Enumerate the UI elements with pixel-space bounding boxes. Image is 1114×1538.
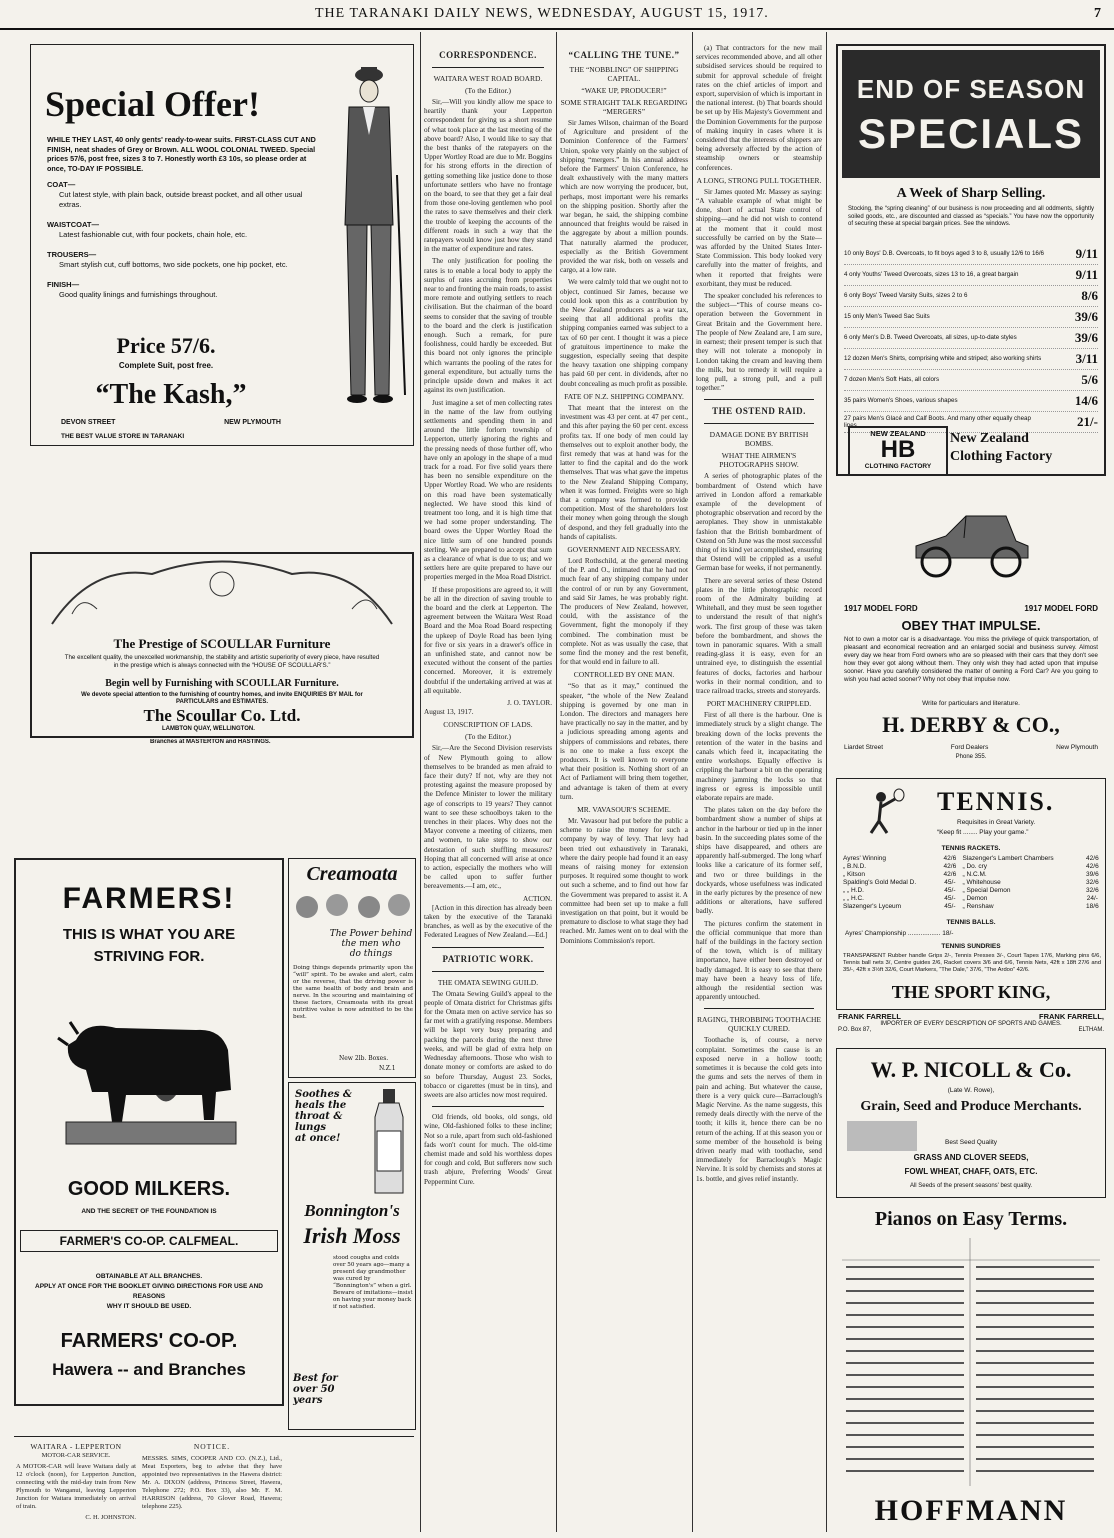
kash-street: DEVON STREET — [61, 419, 116, 426]
correspondence-to-editor: (To the Editor.) — [465, 732, 511, 742]
tennis-racket-cell: 32/6 — [1086, 887, 1099, 894]
specials-week: A Week of Sharp Selling. — [896, 186, 1046, 201]
kash-item-label: COAT— — [47, 180, 76, 189]
nicoll-tagline: Grain, Seed and Produce Merchants. — [860, 1099, 1082, 1114]
creamoata-size: New 2lb. Boxes. — [339, 1055, 389, 1062]
farmers-sub1: THIS IS WHAT YOU ARE — [62, 926, 236, 943]
tennis-racket-row — [841, 871, 1103, 879]
tennis-rackets-grid — [841, 855, 1103, 911]
kash-item-text: Latest fashionable cut, with four pockets, chain hole, etc. — [59, 230, 248, 239]
column-rule — [692, 32, 693, 1532]
cow-illustration — [56, 1000, 246, 1150]
tennis-racket-cell: „ „ H.D. — [843, 887, 864, 894]
tennis-racket-cell: „ Special Demon — [962, 887, 1011, 894]
kash-town: NEW PLYMOUTH — [224, 419, 281, 426]
masthead — [0, 0, 1114, 30]
creamoata-tag-line: the men who — [341, 939, 401, 949]
sport-king-town: ELTHAM. — [1078, 1027, 1104, 1033]
column-rule — [826, 32, 827, 1532]
nicoll-fowl: FOWL WHEAT, CHAFF, OATS, ETC. — [904, 1167, 1038, 1176]
specials-item — [844, 349, 1098, 370]
specials-list — [844, 244, 1098, 433]
specials-item — [844, 370, 1098, 391]
ostend-subheading: WHAT THE AIRMEN'S PHOTOGRAPHS SHOW. — [719, 451, 799, 470]
pianos-price-table — [842, 1238, 1100, 1486]
ostend-paragraph: There are several series of these Ostend plates in the little photographic record room of the Admiralty building at Whitehall, and they must be seen together to understand the result of that night's work. The first group of these was taken before the bombardment, and shows the town in panoramic squares. With a small reading-glass it is easy, even for an untrained eye, to distinguish the essential features of docks, factories and harbour works in their normal condition, and to trace railroad tracks, streets and storeyards. — [696, 576, 822, 695]
ford-dealer-name: H. DERBY & CO., — [882, 712, 1060, 737]
nicoll-note: All Seeds of the present seasons' best quality. — [909, 1183, 1033, 1189]
faces-illustration — [293, 887, 413, 927]
specials-item-desc: 6 only Men's D.B. Tweed Overcoats, all sizes, up-to-date styles — [844, 334, 1017, 342]
creamoata-tag-line: The Power behind — [329, 929, 413, 939]
tennis-balls-heading: TENNIS BALLS. — [946, 919, 996, 926]
kash-item-label: FINISH— — [47, 280, 80, 289]
farmers-obtain-line: APPLY AT ONCE FOR THE BOOKLET GIVING DIRECTIONS FOR USE AND REASONS — [35, 1283, 263, 1300]
tennis-racket-cell: „ Kitson — [843, 871, 866, 878]
specials-item — [844, 307, 1098, 328]
waitara-body: A MOTOR-CAR will leave Waitara daily at 12 o'clock (noon), for Lepperton Junction, connecting with the mid-day train from New Plymouth to Wanganui, leaving Lepperton Junction for Waitara immediately on arrival of train. — [16, 1463, 136, 1511]
scoullar-name: The Scoullar Co. Ltd. — [143, 706, 301, 725]
calling-paragraph: That meant that the interest on the investment was 43 per cent. at 47 per cent., and this after paying the 60 per cent. excess profits tax. If one body of men could lay themselves out to exploit another body, the first remedy that was at hand was for the latter to find the capital and do the work themselves. That was what gave the impetus to the New Zealand Shipping Company, when it was formed. Freights were so high that a company was formed to provide competition. Most of the shareholders lost their money when going through the slough of despond, and they fell gradually into the hands of capitalists. — [560, 403, 688, 541]
farmers-name: FARMERS' CO-OP. — [60, 1330, 238, 1352]
calling-tune-column — [560, 44, 688, 1534]
nicoll-grass: GRASS AND CLOVER SEEDS, — [913, 1153, 1029, 1162]
tennis-headline: TENNIS. — [937, 787, 1055, 816]
calling-subheading: “WAKE UP, PRODUCER!” — [581, 86, 667, 95]
correspondence-paragraph: The only justification for pooling the rates is to enable a local body to apply the surplus of rates accruing from properties near to and fronting the main roads, to assist more remote and outlying settlers to reach civilisation. But the chairman of the board seems to consider that the saving of trouble to the board and the clerk is justification enough. Such a remark, for pure foolishness, could hardly be exceeded. But this board not only ignores the principle which warrants the pooling of the rates for general expenditure, but actually turns the principle upside down and makes it act against its own justification. — [424, 257, 552, 395]
specials-item-desc: 10 only Boys' D.B. Overcoats, to fit boys aged 3 to 8, usually 12/6 to 16/6 — [844, 250, 1044, 258]
ostend-paragraph: The pictures confirm the statement in the official communique that more than half of the buildings in the factory section of the town, which is of military importance, have either been destroyed or badly damaged. It is easy to see that there may have been a heavy loss of life, although the residential section was apparently untouched. — [696, 919, 822, 1002]
specials-item-price: 39/6 — [1074, 309, 1098, 324]
scoullar-headline: The Prestige of SCOULLAR Furniture — [113, 636, 331, 651]
ford-body: Not to own a motor car is a disadvantage. You miss the privilege of quick transportation, of pleasant and economical recreation and an enlarged social and business survey. Almost every day we hear from Ford owners who are so pleased with their cars that they don't see how they ever got along without them. They only wish they had acted upon that impulse sooner. Have you carefully considered the matter of owning a Ford Car? Are you going to wish you had acted sooner? Why not obey that impulse now. — [844, 636, 1098, 683]
tennis-racket-cell: 42/6 — [943, 855, 957, 862]
farmers-secret: AND THE SECRET OF THE FOUNDATION IS — [81, 1208, 217, 1215]
creamoata-brand: Creamoata — [306, 863, 398, 885]
bonnington-brand2: Irish Moss — [303, 1223, 401, 1248]
specials-item-price: 3/11 — [1075, 351, 1098, 366]
kash-price-note: Complete Suit, post free. — [118, 361, 214, 370]
calling-subheading: CONTROLLED BY ONE MAN. — [573, 670, 675, 680]
correspondence-subheading: WAITARA WEST ROAD BOARD. — [433, 74, 543, 83]
specials-company-line: Clothing Factory — [950, 449, 1053, 464]
masthead-title: THE TARANAKI DAILY NEWS, WEDNESDAY, AUGUST 15, 1917. — [315, 6, 769, 21]
farmers-product: FARMER'S CO-OP. CALFMEAL. — [20, 1230, 278, 1252]
sport-king-left: FRANK FARRELL — [838, 1012, 901, 1021]
tennis-racket-row — [841, 855, 1103, 863]
correspondence-column — [424, 44, 552, 1534]
ostend-paragraph: First of all there is the harbour. One is immediately struck by a slight change. The breaking down of the locks prevents the retention of the water in the basins and canals which feed it, incapacitating the entire workshops. Equally effective is crippling the harbour a bit on the operating machinery jamming the locks so that ingress or egress is impossible until elaborate repairs are made. — [696, 711, 822, 803]
tennis-rackets-table — [841, 855, 1103, 911]
tennis-balls: Ayres' Championship .................. 18/- — [845, 930, 954, 937]
hb-logo-top: NEW ZEALAND — [870, 429, 926, 438]
ford-dealers: Ford Dealers — [950, 744, 989, 751]
scoullar-note: We devote special attention to the furnishing of country homes, and invite ENQUIRIES BY MAIL for PARTICULARS and ESTIMATES. — [81, 692, 363, 705]
kash-item-label: TROUSERS— — [47, 250, 97, 259]
tennis-keep-fit: “Keep fit ........ Play your game.” — [937, 829, 1029, 836]
kash-tagline: THE BEST VALUE STORE IN TARANAKI — [61, 433, 185, 440]
specials-item-price: 14/6 — [1074, 393, 1098, 408]
page-number: 7 — [1094, 6, 1102, 21]
sport-king-po: P.O. Box 87, — [838, 1027, 872, 1033]
nicoll-late: (Late W. Rowe), — [947, 1087, 995, 1094]
ostend-paragraph: Sir James quoted Mr. Massey as saying: “A valuable example of what might be done, short of actual State control of shipping—and he did not wish to contend at the moment that it could most successfully be carried on by the State—was afforded by the United States Inter-State Commission. This body looked very carefully into the matter of freights, and when it reported that freights were exorbitant, they must be reduced. — [696, 187, 822, 288]
tennis-racket-cell: „ Renshaw — [962, 903, 994, 910]
calling-subheading: SOME STRAIGHT TALK REGARDING “MERGERS” — [560, 98, 688, 116]
specials-item-price: 8/6 — [1081, 288, 1098, 303]
creamoata-advert — [288, 858, 416, 1078]
calling-subheading: FATE OF N.Z. SHIPPING COMPANY. — [564, 391, 684, 401]
tennis-racket-cell: 32/6 — [1086, 879, 1099, 886]
tennis-racket-row — [841, 863, 1103, 871]
correspondence-signature: ACTION. — [523, 894, 552, 903]
waitara-sign: C. H. JOHNSTON. — [85, 1514, 136, 1522]
seed-illustration — [847, 1121, 917, 1151]
ostend-subheading: DAMAGE DONE BY BRITISH BOMBS. — [709, 430, 809, 449]
bonnington-tag-line: at once! — [295, 1133, 341, 1144]
hb-logo-bottom: CLOTHING FACTORY — [864, 463, 932, 470]
tennis-racket-cell: 42/6 — [943, 871, 957, 878]
calling-heading: “CALLING THE TUNE.” — [568, 50, 680, 60]
correspondence-date: August 13, 1917. — [424, 708, 474, 717]
tennis-racket-cell: 42/6 — [1086, 855, 1099, 862]
ford-headline: OBEY THAT IMPULSE. — [901, 618, 1041, 633]
waitara-sub: MOTOR-CAR SERVICE. — [41, 1452, 111, 1460]
kash-items — [47, 180, 317, 300]
correspondence-heading: CORRESPONDENCE. — [439, 50, 537, 60]
specials-item-price: 9/11 — [1075, 246, 1098, 261]
bonnington-body: stood coughs and colds over 50 years ago—many a present day grandmother was cured by “Bonnington's” when a girl. Beware of imitations—insist on having your money back if not satisfied. — [333, 1255, 413, 1310]
kash-price: Price 57/6. — [116, 333, 216, 358]
calling-subheading: MR. VAVASOUR'S SCHEME. — [577, 805, 671, 815]
nicoll-advert — [836, 1048, 1106, 1198]
hb-logo-mid: HB — [880, 436, 916, 463]
ford-town: New Plymouth — [1056, 744, 1098, 751]
ford-street: Liardet Street — [844, 744, 884, 751]
bonnington-advert — [288, 1082, 416, 1430]
nicoll-best: Best Seed Quality — [944, 1139, 998, 1146]
tennis-racket-cell: 45/- — [944, 903, 956, 910]
specials-item-desc: 27 pairs Men's Glacé and Calf Boots. And many other equally cheap lines. — [844, 414, 1031, 429]
ford-right-label: 1917 MODEL FORD — [1024, 604, 1098, 613]
ford-phone: Phone 355. — [955, 754, 987, 760]
calling-paragraph: We were calmly told that we ought not to object, continued Sir James, because we could look upon this as a contribution by the New Zealand producers as a war tax, seeing that all additional profits the shipping companies earned was subject to a tax of 60 per cent. I thought it was a piece of gratuitous impertinence to make the suggestion, especially seeing that despite the heavy taxation one shipping company has paid 60 per cent. in dividends, after no doubt concealing as much profit as possible. — [560, 278, 688, 388]
hb-logo — [848, 426, 948, 476]
calling-paragraph: “So that as it may,” continued the speaker, “the whole of the New Zealand shipping is governed by one man in London. The directors and managers here have practically no say in the matter, and by a judicious spreading among agents and shippers of commissions and rebates, there is no one to make a fuss except the producers. It is well known to everyone what their position is. Nothing short of an Act of Parliament will bring them together, and advantage is taken of them at every turn. — [560, 682, 688, 801]
tennis-racket-cell: 45/- — [944, 887, 956, 894]
ford-write: Write for particulars and literature. — [922, 700, 1020, 707]
creamoata-tag-line: do things — [349, 949, 393, 959]
specials-item-price: 9/11 — [1075, 267, 1098, 282]
pianos-headline: Pianos on Easy Terms. — [874, 1208, 1068, 1230]
ostend-paragraph: (a) That contractors for the new mail services recommended above, and all other subsidised services should be required to submit for approval schedule of freight rates on the chief articles of import and export, supervision of which is important in the national interest. (b) That boards should be set up by His Majesty's Government and the Dominion Governments for the purpose of making inquiry in cases where it is considered that the interests of shippers are being adversely affected by the action of steamship owners or steamship conferences. — [696, 44, 822, 172]
patriotic-heading: PATRIOTIC WORK. — [442, 953, 534, 964]
tennis-advert — [836, 778, 1106, 1010]
correspondence-paragraph: Sir,—Will you kindly allow me space to heartily thank your Lepperton correspondent for giving us a short resume of what took place at the last meeting of the above board? Also, I would like to say that the best thanks of the ratepayers on the Upper Wortley Road are due to Mr. Boggins for his strong efforts in the direction of getting something like justice done to those unfortunate settlers who have no frontage on the board, to see that they get a fair deal from those one-loving gentlemen who pool the rates to save themselves and their clerk the trouble of keeping the accounts of the different roads in such a way that the ratepayers would know just how they stand in the matter of expenditure and rates. — [424, 98, 552, 254]
omata-subheading: THE OMATA SEWING GUILD. — [437, 977, 539, 987]
correspondence-paragraph: [Action in this direction has already been taken by the executive of the Taranaki branches, as well as by the executive of the Federated Leagues of New Zealand.—Ed.] — [424, 903, 552, 940]
ford-car-illustration — [906, 496, 1036, 586]
tennis-racket-cell: 45/- — [944, 879, 956, 886]
sport-king-footer — [838, 1012, 1104, 1042]
tennis-racket-row — [841, 887, 1103, 895]
specials-h1: END OF SEASON — [856, 74, 1086, 104]
specials-item-price: 39/6 — [1074, 330, 1098, 345]
gentleman-illustration — [327, 55, 413, 435]
tennis-sundries-heading: TENNIS SUNDRIES — [941, 943, 1001, 950]
tennis-racket-cell: 42/6 — [1086, 863, 1099, 870]
tennis-racket-cell: 24/- — [1086, 895, 1098, 902]
ostend-paragraph: A series of photographic plates of the bombardment of Ostend which have arrived in London afford a remarkable example of the development of photographic observation and record by the aeroplanes. They show in unmistakable fashion that the British bombardment of Ostend on 5th June was the most successful thing of its kind yet accomplished, ensuring that Ostend will be crippled as a useful German base for weeks, if not permanently. — [696, 472, 822, 573]
ostend-subheading: RAGING, THROBBING TOOTHACHE QUICKLY CURED. — [697, 1015, 821, 1034]
kash-name: “The Kash,” — [95, 379, 247, 410]
tennis-racket-cell: Slazenger's Lyceum — [843, 903, 902, 910]
specials-item-desc: 12 dozen Men's Shirts, comprising white and striped; also working shirts — [844, 355, 1042, 363]
bonnington-tagline — [295, 1089, 357, 1144]
tennis-racket-cell: „ Do. cry — [962, 863, 988, 870]
specials-intro: Stocking, the “spring cleaning” of our business is now proceeding and all oddments, slightly soiled goods, etc., are discounted and classed as “specials.” You have now the opportunity of securing these at special bargain prices. See the windows. — [848, 206, 1094, 227]
ostend-paragraph: The speaker concluded his references to the subject—“This of course means co-operation between the Government in Great Britain and the Government here. The people of New Zealand are, I am sure, in earnest; their present temper is such that they will not tolerate a monopoly in London taking the cream and leaving them the milk, but to remedy it will require a long pull, a strong pull, and a pull together.” — [696, 292, 822, 393]
calling-paragraph: Sir James Wilson, chairman of the Board of Agriculture and president of the Dominion Conference of the Farmers' Union, spoke very plainly on the subject of shipping “mergers.” In his annual address before the Farmers' Union Conference, he dealt exhaustively with the many matters which are now worrying the producer, but, perhaps, most important were his remarks on the shipping position. Shortly after the war began, he said, the shipping combine announced that freights would be raised in the aggregate by about a million pounds. That naturally alarmed the producer, especially as the British Government provided the war risk, both on vessels and cargo, at a low rate. — [560, 119, 688, 275]
notice-title: NOTICE. — [193, 1442, 231, 1451]
tennis-racket-cell: 18/6 — [1086, 903, 1099, 910]
notice-advert — [142, 1442, 282, 1532]
calling-subheading: GOVERNMENT AID NECESSARY. — [567, 544, 681, 554]
tennis-racket-cell: „ N.C.M. — [962, 871, 987, 878]
specials-h2: SPECIALS — [857, 110, 1085, 157]
correspondence-signature: J. O. TAYLOR. — [507, 699, 552, 707]
ostend-subheading: PORT MACHINERY CRIPPLED. — [706, 699, 812, 709]
specials-item — [844, 328, 1098, 349]
tennis-racket-row — [841, 895, 1103, 903]
ostend-subheading: A LONG, STRONG PULL TOGETHER. — [696, 175, 822, 185]
kash-item-label: WAISTCOAT— — [47, 220, 99, 229]
creamoata-body: Doing things depends primarily upon the “will” spirit. To be awake and alert, calm or the reverse, that the driving power is the same health of body and brain and nerve. In the scouring and maintaining of these factors, Creamoata with its great nutritive value is now admitted to be the best. — [293, 965, 413, 1020]
specials-item — [844, 244, 1098, 265]
sport-king-name: THE SPORT KING, — [891, 982, 1051, 1002]
tennis-racket-cell: „ Demon — [962, 895, 988, 902]
correspondence-paragraph: Just imagine a set of men collecting rates in the name of the law from outlying settlements and spending them in and around the little forlorn township of Lepperton, utterly ignoring the rights and the pressing needs of those further off, who have only an apology in the shape of a mud track for a road. For five solid years there has been no sensible expenditure on the Upper Wortley Road. We who are residents on this road have been systematically neglected. We have stood this kind of treatment too long, and it is high time that we had some proper understanding. The board owes the Upper Wortley Road the nice little sum of one hundred pounds sterling. We are prepared to accept that sum as a clearance of what is due to us; and we settlers here are quite prepared to have our properties merged in the Moa Road District. — [424, 398, 552, 582]
tennis-racket-row — [841, 903, 1103, 911]
tennis-racket-cell: Slazenger's Lambert Chambers — [962, 855, 1054, 862]
kash-headline: Special Offer! — [45, 84, 260, 124]
tennis-requisites: Requisites in Great Variety. — [957, 819, 1036, 826]
sport-king-right: FRANK FARRELL, — [1039, 1012, 1104, 1021]
scoullar-branches: Branches at MASTERTON and HASTINGS. — [150, 739, 271, 745]
correspondence-subheading: CONSCRIPTION OF LADS. — [443, 720, 533, 730]
kash-advert — [30, 44, 414, 446]
classified-rule — [14, 1436, 414, 1437]
farmers-place: Hawera -- and Branches — [52, 1360, 246, 1379]
bonnington-tag-line: heals the — [295, 1100, 347, 1111]
specials-item-price: 21/- — [1077, 414, 1098, 429]
scoullar-address: LAMBTON QUAY, WELLINGTON. — [162, 726, 255, 732]
tennis-racket-cell: Ayres' Winning — [843, 855, 887, 862]
calling-subheading: THE “NOBBLING” OF SHIPPING CAPITAL. — [569, 65, 679, 83]
sport-king-importer: IMPORTER OF EVERY DESCRIPTION OF SPORTS AND GAMES. — [880, 1021, 1062, 1027]
notice-body: MESSRS. SIMS, COOPER AND CO. (N.Z.), Ltd., Meat Exporters, beg to advise that they have appointed two representatives in the Hawera district: Mr. A. DIXON (address, Princess Street, Hawera, Telephone 272; P.O. Box 33), also Mr. F. M. HARRISON (address, 70 Glover Road, Hawera; telephone 225). — [142, 1455, 282, 1511]
scoullar-advert — [30, 552, 414, 738]
farmers-obtain-line: WHY IT SHOULD BE USED. — [106, 1303, 192, 1310]
specials-advert — [836, 44, 1106, 476]
scoullar-cta: Begin well by Furnishing with SCOULLAR Furniture. — [105, 678, 339, 689]
specials-item — [844, 265, 1098, 286]
tennis-racket-row — [841, 879, 1103, 887]
bonnington-best: Best for over 50 years — [293, 1373, 338, 1406]
tennis-racket-cell: 45/- — [944, 895, 956, 902]
specials-item-desc: 6 only Boys' Tweed Varsity Suits, sizes 2 to 6 — [844, 292, 968, 300]
calling-paragraph: Lord Rothschild, at the general meeting of the P. and O., intimated that he had not much fear of any shipping company under the control of or run by any Government, and said Sir James, he was probably right. The producers of New Zealand, however, could, with the assistance of the Government, fight the monopoly if they combined. The combination must be complete. Not as was usually the case, that some find the money and the rest benefit, for that would end in failure to all. — [560, 556, 688, 667]
correspondence-paragraph: The Omata Sewing Guild's appeal to the people of Omata district for Christmas gifts for the Omata men on active service has so far met with a gratifying response. Members will be kept very busy preparing and packing the parcels during the next three weeks, and will be glad of extra help on Wednesday afternoons. Those who wish to donate money or comforts are asked to do so before Thursday, August 23. Socks, tobacco or cigarettes (must be in tins), and sweets are also articles now most required. — [424, 989, 552, 1099]
kash-item-text: Smart stylish cut, cuff bottoms, two side pockets, one hip pocket, etc. — [59, 260, 288, 269]
correspondence-paragraph: If these propositions are agreed to, it will be all in the direction of saving trouble to the board and the clerk at Lepperton. The agreement between the Waitara West Road Board and the Moa Road Board respecting the upkeep of Doyle Road has been lying for five or six years in a drawer's office in an unfinished state, and cannot now be executed without the consent of the parties concerned. Moreover, it is extremely doubtful if the undertaking arrived at was at all equitable. — [424, 585, 552, 695]
waitara-title: WAITARA - LEPPERTON — [30, 1442, 122, 1451]
bottle-illustration — [365, 1087, 413, 1197]
ford-left-label: 1917 MODEL FORD — [844, 604, 918, 613]
tennis-sundries: TRANSPARENT Rubber handle Grips 2/-, Tennis Presses 3/-, Court Tapes 17/6, Marking pins 6/6, Tennis ball nets 3/, Centre guides 2/6, Racket covers 3/6 and 6/6, Tennis Nets, 42ft x 18ft 27/6 and 35/-, 42ft x 3½ft 32/6, Court Markers, “The Dale,” 37/6, “The Ardoo” 42/6. — [843, 953, 1101, 973]
nicoll-name: W. P. NICOLL & Co. — [870, 1057, 1072, 1082]
column-rule — [420, 32, 421, 1532]
specials-banner — [842, 50, 1100, 178]
specials-company-line: New Zealand — [950, 431, 1029, 446]
ostend-heading: THE OSTEND RAID. — [712, 406, 806, 417]
correspondence-to-editor: (To the Editor.) — [465, 86, 511, 95]
specials-item — [844, 391, 1098, 412]
tennis-racket-cell: Spalding's Gold Medal D. — [843, 879, 917, 886]
specials-item-desc: 15 only Men's Tweed Sac Suits — [844, 313, 930, 321]
specials-item-desc: 35 pairs Women's Shoes, various shapes — [844, 397, 958, 405]
specials-item — [844, 286, 1098, 307]
kash-item-text: Good quality linings and furnishings throughout. — [59, 290, 218, 299]
creamoata-ref: N.Z.1 — [379, 1065, 396, 1072]
farmers-advert — [14, 858, 284, 1406]
kash-address — [61, 419, 281, 426]
ostend-paragraph: Toothache is, of course, a nerve complaint. Sometimes the cause is an exposed nerve in a hollow tooth; sometimes it is because the cold gets into the gums and sets the nerves of them in pain and aching. But whatever the cause, there is a very quick cure—Barraclough's Magic Nervine. As the name suggests, this remedy deals directly with the nerve of the tooth; it kills it, hence there can be no return of the aching. If at this season you or some member of the household is being driven nearly mad with toothache, send immediately for Barraclough's Magic Nervine. It is sold by chemists and stores at 1s. bottle, and gives relief instantly. — [696, 1036, 822, 1183]
kash-intro: WHILE THEY LAST, 40 only gents' ready-to-wear suits. FIRST-CLASS CUT AND FINISH, neat shades of Grey or Brown. ALL WOOL COLONIAL TWEED. Special prices 57/6, post free, sizes 3 to 7. Honestly worth £3 10s, so please order at once, TO-DAY IF POSSIBLE. — [47, 135, 316, 173]
ford-advert — [836, 490, 1106, 772]
tennis-rackets-heading: TENNIS RACKETS. — [941, 845, 1001, 852]
correspondence-paragraph: Old friends, old books, old songs, old wine, Old-fashioned folks to these incline; Not so a rule, apart from such old-fashioned fads won't count for much. The old-time chemist made and sold his worthless dopes for cough and cold, But sufferers now such trash abjure, Preferring Woods' Great Peppermint Cure. — [424, 1113, 552, 1186]
farmers-milkers: GOOD MILKERS. — [67, 1178, 231, 1200]
ford-address — [844, 744, 1098, 751]
tennis-player-illustration — [857, 787, 907, 837]
farmers-headline: FARMERS! — [62, 882, 236, 915]
tennis-racket-cell: „ Whitehouse — [962, 879, 1001, 886]
tennis-racket-cell: 39/6 — [1086, 871, 1099, 878]
pianos-advert — [836, 1204, 1106, 1534]
pianos-brand: HOFFMANN — [874, 1494, 1068, 1527]
farmers-obtain — [26, 1272, 272, 1312]
waitara-advert — [16, 1442, 136, 1532]
specials-item-price: 5/6 — [1081, 372, 1098, 387]
column-rule — [556, 32, 557, 1532]
tennis-racket-cell: „ B.N.D. — [843, 863, 867, 870]
ostend-column — [696, 44, 822, 1534]
bonnington-brand1: Bonnington's — [304, 1201, 400, 1220]
specials-item-desc: 4 only Youths' Tweed Overcoats, sizes 13 to 16, a great bargain — [844, 271, 1019, 279]
farmers-obtain-line: OBTAINABLE AT ALL BRANCHES. — [95, 1273, 203, 1280]
scoullar-body: The excellent quality, the unexcelled workmanship, the stability and artistic superiority of every piece, have resulted in the prestige which is always connected with the “HOUSE OF SCOULLAR'S.” — [64, 654, 380, 669]
bonnington-tag-line: throat & lungs — [295, 1111, 343, 1133]
calling-paragraph: Mr. Vavasour had put before the public a scheme to raise the money for such a company by way of levy. That levy had been tried out exhaustively in Taranaki, where the dairy people had found it an easy means of raising money for extension purposes. It required some thought to work out such a scheme, and to find out how far the Government was prepared to assist it. A committee had been set up to make a full investigation on that point, but it would be premature to disclose to what stage they had reached. Mr. James went on to deal with the Dominions Commission's report. — [560, 817, 688, 945]
ostend-paragraph: The plates taken on the day before the bombardment show a number of ships at anchor in the harbour or tied up in the inner basin. In the succeeding plates some of the ships have disappeared, and others are apparently half-submerged. The long wharf looks like a caricature of its former self, and two or three buildings in the dockyards, whose usefulness was indicated in the early pictures by the presence of new additions or alterations, have suffered badly. — [696, 806, 822, 916]
tennis-racket-cell: 42/6 — [943, 863, 957, 870]
kash-item-text: Cut latest style, with plain back, outside breast pocket, and all other usual extras. — [59, 190, 303, 209]
bonnington-tag-line: Soothes & — [295, 1089, 352, 1100]
specials-company — [950, 430, 1100, 466]
tennis-racket-cell: „ „ H.C. — [843, 895, 864, 902]
creamoata-tagline — [329, 929, 413, 959]
correspondence-paragraph: Sir,—Are the Second Division reservists of New Plymouth going to allow themselves to be branded as men afraid to face their duty? If not, why are they not protesting against the measure proposed by the Defence Minister to lower the military age of conscripts to 19 years? They cannot want to see these schoolboys taken to the trenches in their places. Why does not the Mayor convene a meeting of citizens, men and women, to take steps to show our detestation of such shuffling measures? Hoping that all concerned will arise at once to action, especially the mothers who will be called upon to suffer further bereavements.—I am, etc., — [424, 744, 552, 891]
farmers-sub2: STRIVING FOR. — [93, 948, 205, 965]
specials-item-desc: 7 dozen Men's Soft Hats, all colors — [844, 376, 940, 384]
